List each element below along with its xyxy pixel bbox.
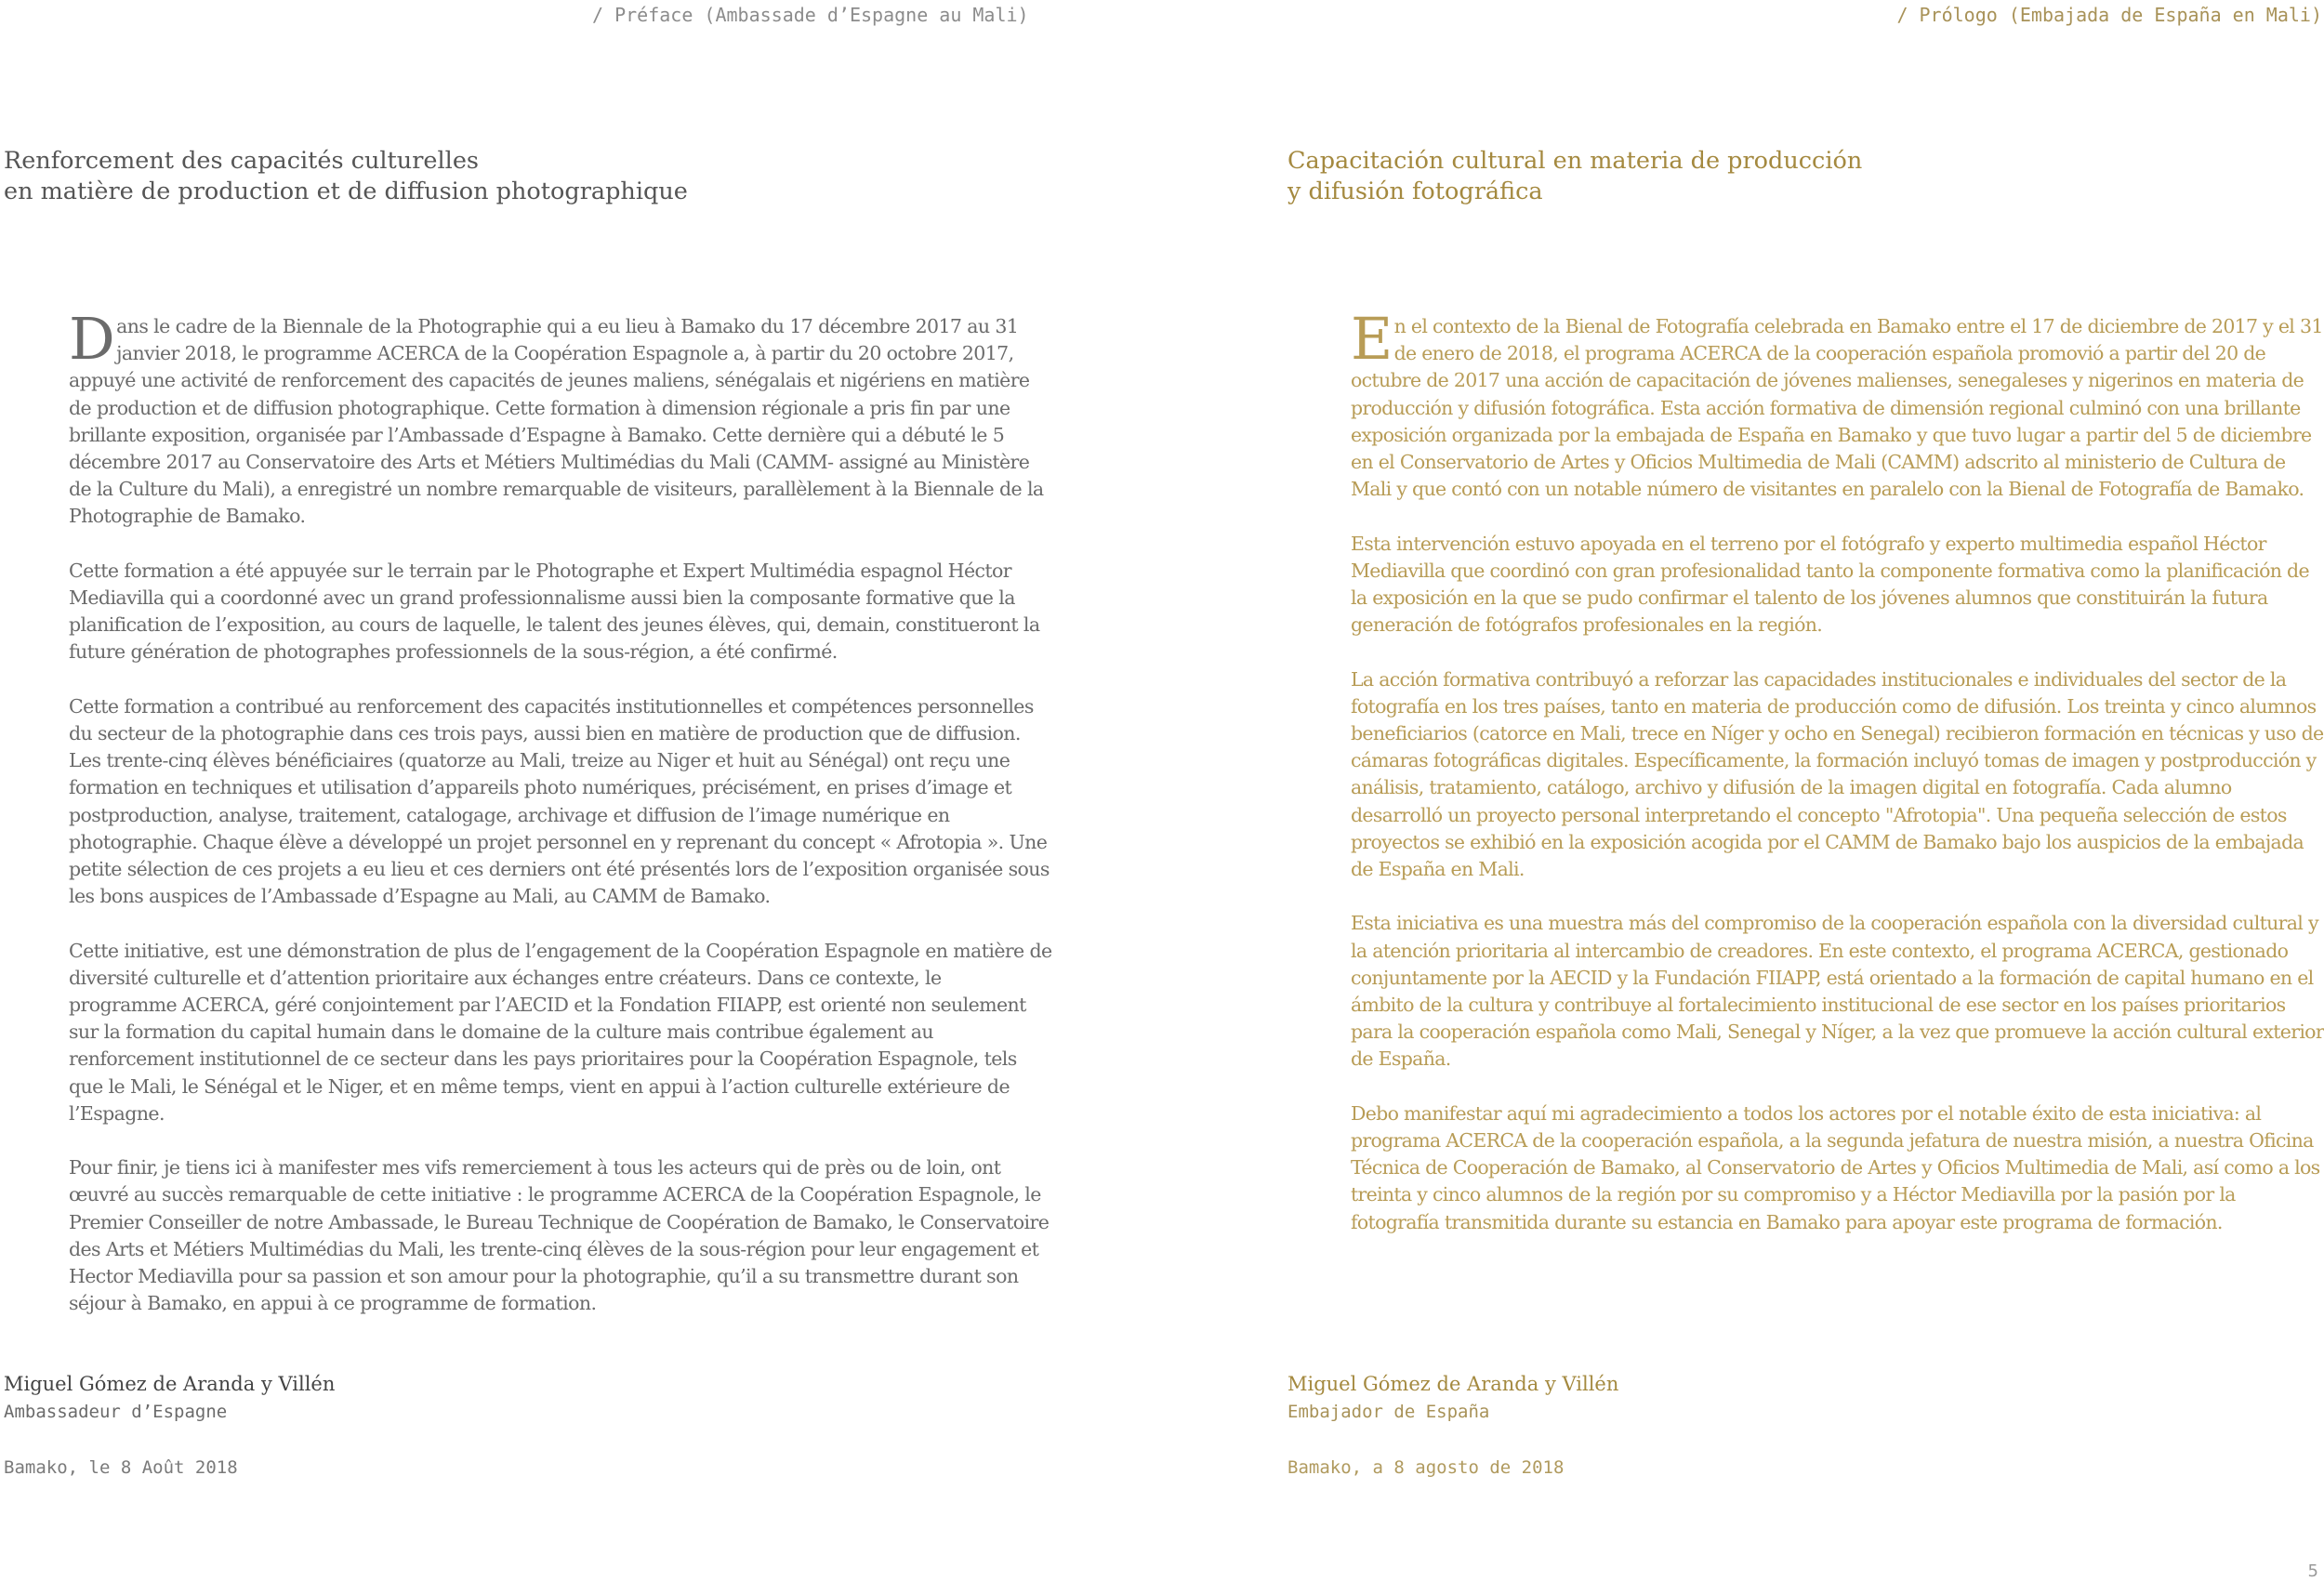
spanish-title-line1: Capacitación cultural en materia de producción — [1287, 147, 1863, 175]
spanish-paragraph-3: La acción formativa contribuyó a reforzar las capacidades institucionales e individuales del sector de la fotografía en los tres países, tanto en materia de producción como de difusión. Los treinta y cinco alumnos beneficiarios (catorce en Mali, trece en Níger y ocho en Senegal) recibieron formación en técnicas y uso de cámaras fotográficas digitales. Específicamente, la formación incluyó tomas de imagen y postproducción y análisis, tratamiento, catálogo, archivo y difusión de la imagen digital en fotografía. Cada alumno desarrolló un proyecto personal interpretando el concepto "Afrotopia". Una pequeña selección de estos proyectos se exhibió en la exposición acogida por el CAMM de Bamako bajo los auspicios de la embajada de España en Mali. — [1351, 667, 2324, 881]
spanish-dropcap: E — [1351, 305, 1393, 373]
spanish-paragraph-1-text: n el contexto de la Bienal de Fotografía celebrada en Bamako entre el 17 de diciembre de 2017 y el 31 de enero de 2018, el programa ACERCA de la cooperación española promovió a partir del 20 de octubre de 2017 una acción de capacitación de jóvenes malienses, senegaleses y nigerinos en materia de producción y difusión fotográfica. Esta acción formativa de dimensión regional culminó con una brillante exposición organizada por la embajada de España en Bamako y que tuvo lugar a partir del 5 de diciembre en el Conservatorio de Artes y Oficios Multimedia de Mali (CAMM) adscrito al ministerio de Cultura de Mali y que contó con un notable número de visitantes en paralelo con la Bienal de Fotografía de Bamako. — [1351, 315, 2323, 501]
spanish-paragraph-1 — [1351, 305, 2324, 503]
spanish-title-line2: y difusión fotográfica — [1287, 178, 1543, 205]
french-running-header: / Préface (Ambassade d’Espagne au Mali) — [592, 4, 1029, 26]
french-title-line1: Renforcement des capacités culturelles — [4, 147, 479, 175]
french-signature-role: Ambassadeur d’Espagne — [4, 1402, 228, 1422]
french-paragraph-1 — [69, 305, 1054, 531]
french-paragraph-4: Cette initiative, est une démonstration de plus de l’engagement de la Coopération Espagnole en matière de diversité culturelle et d’attention prioritaire aux échanges entre créateurs. Dans ce contexte, le programme ACERCA, géré conjointement par l’AECID et la Fondation FIIAPP, est orienté non seulement sur la formation du capital humain dans le domaine de la culture mais contribue également au renforcement institutionnel de ce secteur dans les pays prioritaires pour la Coopération Espagnole, tels que le Mali, le Sénégal et le Niger, et en même temps, vient en appui à l’action culturelle extérieure de l’Espagne. — [69, 939, 1052, 1125]
french-signature-date: Bamako, le 8 Août 2018 — [4, 1457, 238, 1478]
french-dropcap: D — [69, 305, 115, 373]
french-body — [69, 305, 1054, 1345]
french-paragraph-1-text: ans le cadre de la Biennale de la Photographie qui a eu lieu à Bamako du 17 décembre 2017 au 31 janvier 2018, le programme ACERCA de la Coopération Espagnole a, à partir du 20 octobre 2017, appuyé une activité de renforcement des capacités de jeunes maliens, sénégalais et nigériens en matière de production et de diffusion photographique. Cette formation à dimension régionale a pris fin par une brillante exposition, organisée par l’Ambassade d’Espagne à Bamako. Cette dernière qui a débuté le 5 décembre 2017 au Conservatoire des Arts et Métiers Multimédias du Mali (CAMM- assigné au Ministère de la Culture du Mali), a enregistré un nombre remarquable de visiteurs, parallèlement à la Biennale de la Photographie de Bamako. — [69, 315, 1044, 528]
french-signature-name: Miguel Gómez de Aranda y Villén — [4, 1373, 336, 1395]
french-title — [4, 146, 688, 207]
french-title-line2: en matière de production et de diffusion photographique — [4, 178, 688, 205]
spanish-body — [1351, 305, 2324, 1263]
french-paragraph-2: Cette formation a été appuyée sur le terrain par le Photographe et Expert Multimédia espagnol Héctor Mediavilla qui a coordonné avec un grand professionnalisme aussi bien la composante formative que la planification de l’exposition, au cours de laquelle, le talent des jeunes élèves, qui, demain, constitueront la future génération de photographes professionnels de la sous-région, a été confirmé. — [69, 559, 1040, 664]
spanish-title — [1287, 146, 1862, 207]
french-paragraph-3: Cette formation a contribué au renforcement des capacités institutionnelles et compétences personnelles du secteur de la photographie dans ces trois pays, aussi bien en matière de production que de diffusion. Les trente-cinq élèves bénéficiaires (quatorze au Mali, treize au Niger et huit au Sénégal) ont reçu une formation en techniques et utilisation d’appareils photo numériques, précisément, en prises d’image et postproduction, analyse, traitement, catalogage, archivage et diffusion de l’image numérique en photographie. Chaque élève a développé un projet personnel en y reprenant du concept « Afrotopia ». Une petite sélection de ces projets a eu lieu et ces derniers ont été présentés lors de l’exposition organisée sous les bons auspices de l’Ambassade d’Espagne au Mali, au CAMM de Bamako. — [69, 694, 1050, 908]
spanish-signature-role: Embajador de España — [1287, 1402, 1490, 1422]
spanish-paragraph-4: Esta iniciativa es una muestra más del compromiso de la cooperación española con la diversidad cultural y la atención prioritaria al intercambio de creadores. En este contexto, el programa ACERCA, gestionado conjuntamente por la AECID y la Fundación FIIAPP, está orientado a la formación de capital humano en el ámbito de la cultura y contribuye al fortalecimiento institucional de ese sector en los países prioritarios para la cooperación española como Mali, Senegal y Níger, a la vez que promueve la acción cultural exterior de España. — [1351, 912, 2324, 1071]
spanish-paragraph-2: Esta intervención estuvo apoyada en el terreno por el fotógrafo y experto multimedia español Héctor Mediavilla que coordinó con gran profesionalidad tanto la componente formativa como la planificación de la exposición en la que se pudo confirmar el talento de los jóvenes alumnos que constituirán la futura generación de fotógrafos profesionales en la región. — [1351, 532, 2309, 637]
spanish-signature-name: Miguel Gómez de Aranda y Villén — [1287, 1373, 1619, 1395]
french-paragraph-5: Pour finir, je tiens ici à manifester mes vifs remerciement à tous les acteurs qui de près ou de loin, ont œuvré au succès remarquable de cette initiative : le programme ACERCA de la Coopération Espagnole, le Premier Conseiller de notre Ambassade, le Bureau Technique de Coopération de Bamako, le Conservatoire des Arts et Métiers Multimédias du Mali, les trente-cinq élèves de la sous-région pour leur engagement et Hector Mediavilla pour sa passion et son amour pour la photographie, qu’il a su transmettre durant son séjour à Bamako, en appui à ce programme de formation. — [69, 1156, 1050, 1315]
spanish-running-header: / Prólogo (Embajada de España en Mali) — [1896, 4, 2322, 26]
spanish-paragraph-5: Debo manifestar aquí mi agradecimiento a todos los actores por el notable éxito de esta iniciativa: al programa ACERCA de la cooperación española, a la segunda jefatura de nuestra misión, a nuestra Oficina Técnica de Cooperación de Bamako, al Conservatorio de Artes y Oficios Multimedia de Mali, así como a los treinta y cinco alumnos de la región por su compromiso y a Héctor Mediavilla por la pasión por la fotografía transmitida durante su estancia en Bamako para apoyar este programa de formación. — [1351, 1101, 2320, 1233]
spanish-page — [1162, 0, 2324, 1580]
spanish-signature-date: Bamako, a 8 agosto de 2018 — [1287, 1457, 1565, 1478]
french-page — [0, 0, 1162, 1580]
page-number: 5 — [2307, 1561, 2318, 1581]
